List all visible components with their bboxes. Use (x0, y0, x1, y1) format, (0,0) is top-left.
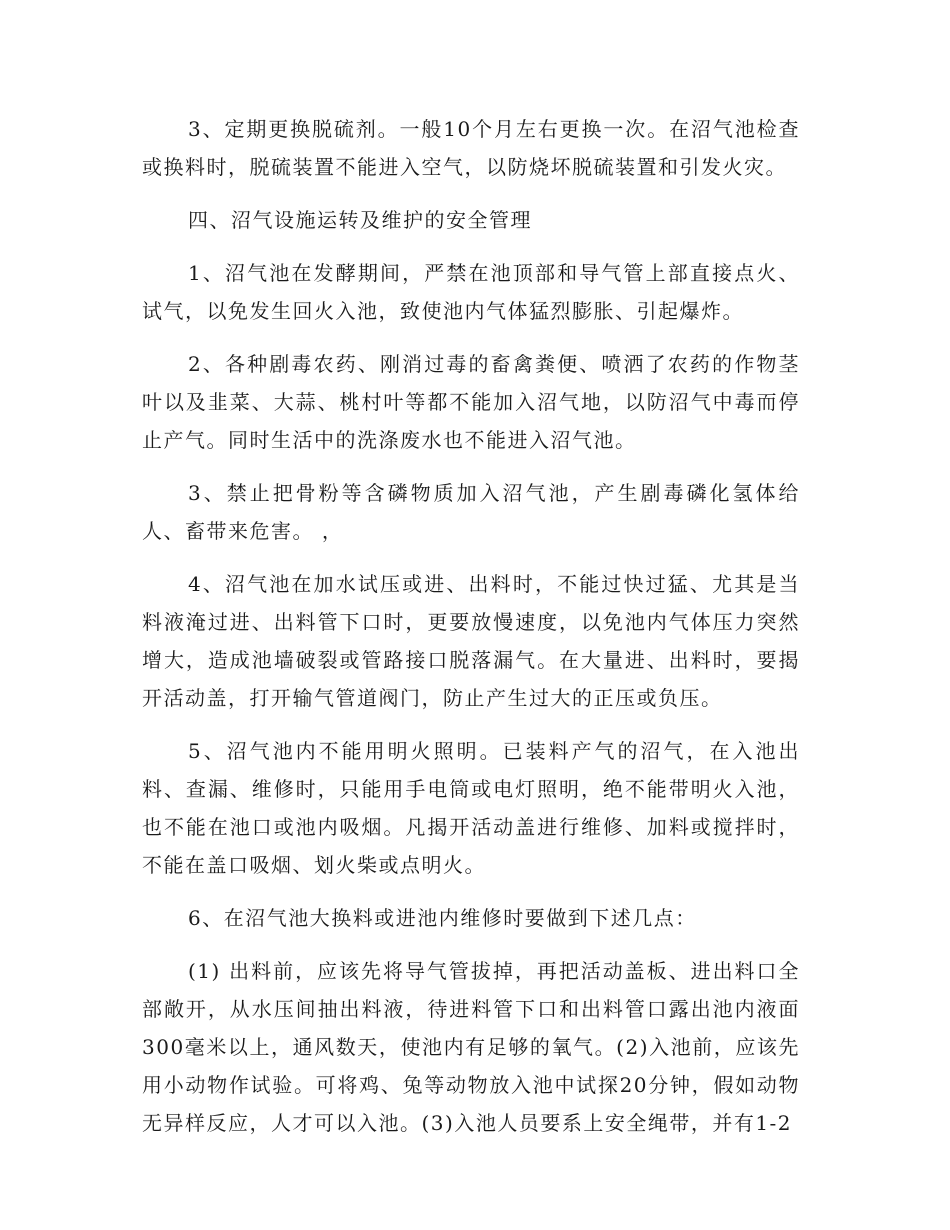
paragraph-no-open-flame: 5、沼气池内不能用明火照明。已装料产气的沼气，在入池出料、查漏、维修时，只能用手电筒或电灯照明，绝不能带明火入池，也不能在池口或池内吸烟。凡揭开活动盖进行维修、加料或搅拌时，不能在盖口吸烟、划火柴或点明火。 (142, 739, 800, 877)
paragraph-desulfurizer: 3、定期更换脱硫剂。一般10个月左右更换一次。在沼气池检查或换料时，脱硫装置不能进入空气，以防烧坏脱硫装置和引发火灾。 (142, 117, 800, 179)
paragraph-pressure-test: 4、沼气池在加水试压或进、出料时，不能过快过猛、尤其是当料液淹过进、出料管下口时，更要放慢速度，以免池内气体压力突然增大，造成池墙破裂或管路接口脱落漏气。在大量进、出料时，要揭开活动盖，打开输气管道阀门，防止产生过大的正压或负压。 (142, 572, 800, 710)
section-heading-safety-management: 四、沼气设施运转及维护的安全管理 (188, 208, 532, 232)
paragraph-maintenance-steps: (1) 出料前，应该先将导气管拔掉，再把活动盖板、进出料口全部敞开，从水压间抽出料液，待进料管下口和出料管口露出池内液面300毫米以上，通风数天，使池内有足够的氧气。(2)入池前，应该先用小动物作试验。可将鸡、兔等动物放入池中试探20分钟，假如动物无异样反应，人才可以入池。(3)入池人员要系上安全绳带，并有1-2 (142, 959, 800, 1135)
paragraph-maintenance-intro: 6、在沼气池大换料或进池内维修时要做到下述几点： (188, 906, 697, 930)
paragraph-no-ignition: 1、沼气池在发酵期间，严禁在池顶部和导气管上部直接点火、试气，以免发生回火入池，致使池内气体猛烈膨胀、引起爆炸。 (142, 261, 800, 323)
paragraph-no-pesticides: 2、各种剧毒农药、刚消过毒的畜禽粪便、喷洒了农药的作物茎叶以及韭菜、大蒜、桃村叶等都不能加入沼气地，以防沼气中毒而停止产气。同时生活中的洗涤废水也不能进入沼气池。 (142, 352, 800, 452)
paragraph-no-phosphorus: 3、禁止把骨粉等含磷物质加入沼气池，产生剧毒磷化氢体给人、畜带来危害。 ， (142, 481, 800, 543)
